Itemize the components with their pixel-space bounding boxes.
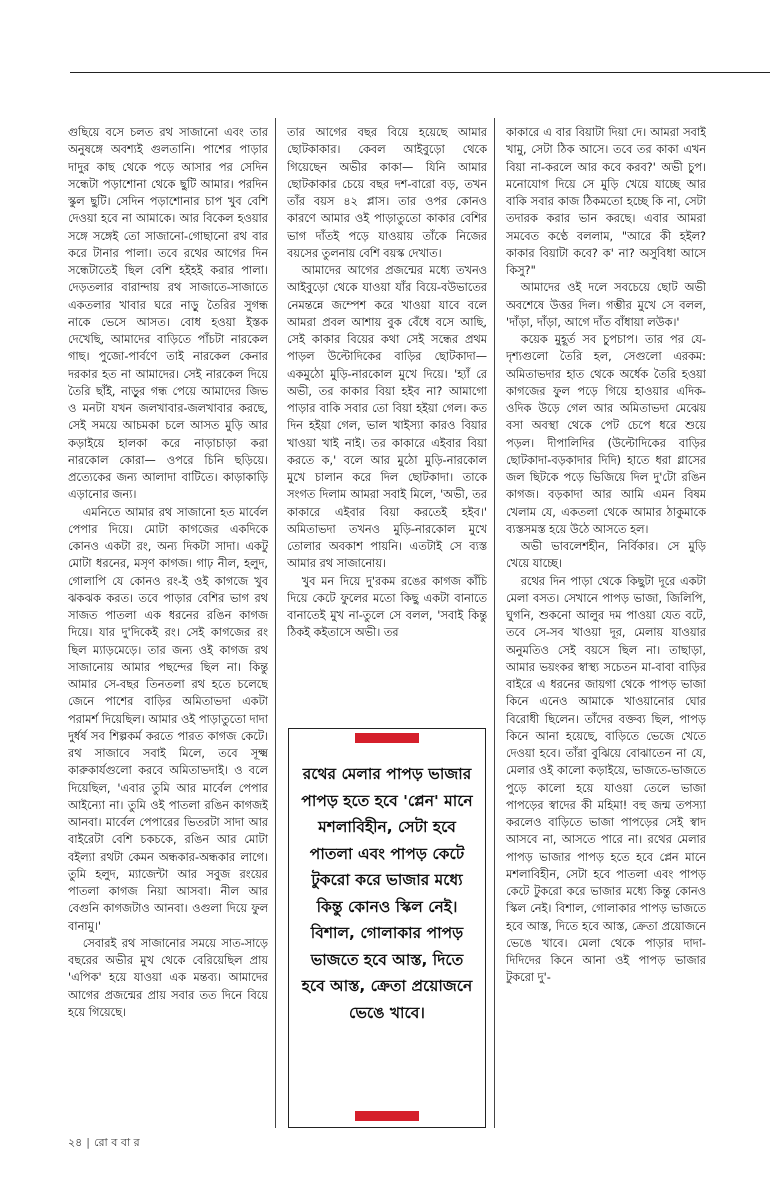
paragraph: রথের দিন পাড়া থেকে কিছুটা দূরে একটা মেলা বসত। সেখানে পাপড় ভাজা, জিলিপি, ঘুগনি, শুকনো আলুর দম পাওয়া যেত বটে, তবে সে-সব খাওয়া দূর, মেলায় যাওয়ার অনুমতিও সেই বয়সে ছিল না। তাছাড়া, আমার ভয়ংকর স্বাস্থ্য সচেতন মা-বাবা বাড়ির বাইরে এ ধরনের জায়গা থেকে পাপড় ভাজা কিনে এনেও আমাকে খাওয়ানোর ঘোর বিরোধী ছিলেন। তাঁদের বক্তব্য ছিল, পাপড় কিনে আনা হয়েছে, বাড়িতে ভেজে খেতে দেওয়া হবে। তাঁরা বুঝিয়ে বোঝাতেন না যে, মেলার ওই কালো কড়াইয়ে, ভাজতে-ভাজতে পুড়ে কালো হয়ে যাওয়া তেলে ভাজা পাপড়ের স্বাদের কী মহিমা! বহু জন্ম তপস্যা করলেও বাড়িতে ভাজা পাপড়ের সেই স্বাদ আসবে না, আসতে পারে না। রথের মেলার পাপড় ভাজার পাপড় হতে হবে প্লেন মানে মশলাবিহীন, সেটা হবে পাতলা এবং পাপড় কেটে টুকরো করে ভাজার মধ্যে কিন্তু কোনও স্কিল নেই। বিশাল, গোলাকার পাপড় ভাজতে হবে আস্ত, দিতে হবে আস্ত, ক্রেতা প্রয়োজনে ভেঙে খাবে। মেলা থেকে পাড়ার দাদা-দিদিদের কিনে আনা ওই পাপড় ভাজার টুকরো দু'- <box>506 574 706 985</box>
pull-quote-bottom-bar <box>355 1111 419 1121</box>
paragraph: কাকারে এ বার বিয়াটা দিয়া দে। আমরা সবাই খামু, সেটা ঠিক আসে। তবে তর কাকা এখন বিয়া না-করলে আর কবে করব?' অভী চুপ। মনোযোগ দিয়ে সে মুড়ি খেয়ে যাচ্ছে আর বাকি সবার কাজ ঠিকমতো হচ্ছে কি না, সেটা তদারক করার ভান করছে। এবার আমরা সমবেত কণ্ঠে বললাম, "আরে কী হইল? কাকার বিয়াটা কবে? ক' না? অসুবিধা আসে কিসু?" <box>506 126 706 277</box>
article-column-2 <box>287 124 487 714</box>
magazine-name: রো ব বা র <box>94 1136 140 1149</box>
page-footer <box>68 1134 140 1153</box>
header-rule <box>70 72 770 73</box>
column-divider-2 <box>494 118 495 1128</box>
pull-quote-top-bar <box>355 733 419 743</box>
footer-separator: | <box>86 1136 91 1149</box>
paragraph: কয়েক মুহূর্ত সব চুপচাপ। তার পর যে-দৃশ্যগুলো তৈরি হল, সেগুলো এরকম: অমিতাভদার হাত থেকে অর্ধেক তৈরি হওয়া কাগজের ফুল পড়ে গিয়ে হাওয়ার এদিক-ওদিক উড়ে গেল আর অমিতাভদা মেঝেয় বসা অবস্থা থেকে পেট চেপে ধরে শুয়ে পড়ল। দীপালিদির (উল্টোদিকের বাড়ির ছোটকাদা-বড়কাদার দিদি) হাতে ধরা গ্লাসের জল ছিটকে পড়ে ভিজিয়ে দিল দু'টো রঙিন কাগজ। বড়কাদা আর আমি এমন বিষম খেলাম যে, একতলা থেকে আমার ঠাকুমাকে ব্যস্তসমস্ত হয়ে উঠে আসতে হল। <box>506 333 706 536</box>
page-number: ২৪ <box>68 1136 83 1149</box>
pull-quote-box <box>288 728 486 1128</box>
paragraph: এমনিতে আমার রথ সাজানো হত মার্বেল পেপার দিয়ে। মোটা কাগজের একদিকে কোনও একটা রং, অন্য দিকটা সাদা। একটু মোটা ধরনের, মসৃণ কাগজ। গাঢ় নীল, হলুদ, গোলাপি যে কোনও রং-ই ওই কাগজে খুব ঝকঝক করত। তবে পাড়ার বেশির ভাগ রথ সাজত পাতলা এক ধরনের রঙিন কাগজ দিয়ে। যার দু'দিকেই রং। সেই কাগজের রং ছিল ম্যাড়মেড়ে। তার জন্য ওই কাগজ রথ সাজানোয় আমার পছন্দের ছিল না। কিন্তু আমার সে-বছর তিনতলা রথ হতে চলেছে জেনে পাশের বাড়ির অমিতাভদা একটা পরামর্শ দিয়েছিল। আমার ওই পাড়াতুতো দাদা দুর্ধর্ষ সব শিল্পকর্ম করতে পারত কাগজ কেটে। রথ সাজাবে সবাই মিলে, তবে সূক্ষ্ম কারুকার্যগুলো করবে অমিতাভদাই। ও বলে দিয়েছিল, 'এবার তুমি আর মার্বেল পেপার আইন্যো না। তুমি ওই পাতলা রঙিন কাগজই আনবা। মার্বেল পেপারের ভিতরটা সাদা আর বাইরেটা বেশি চকচকে, রঙিন আর মোটা বইল্যা রথটা কেমন অন্ধকার-অন্ধকার লাগে। তুমি হলুদ, ম্যাজেন্টা আর সবুজ রংয়ের পাতলা কাগজ নিয়া আসবা। নীল আর বেগুনি কাগজটাও আনবা। ওগুলা দিয়ে ফুল বানামু।' <box>68 505 268 933</box>
paragraph: আমাদের ওই দলে সবচেয়ে ছোট অভী অবশেষে উত্তর দিল। গম্ভীর মুখে সে বলল, 'দাঁড়া, দাঁড়া, আগে দাঁত বাঁধায়া লউক।' <box>506 281 706 329</box>
paragraph: খুব মন দিয়ে দু'রকম রঙের কাগজ কাঁচি দিয়ে কেটে ফুলের মতো কিছু একটা বানাতে বানাতেই মুখ না-তুলে সে বলল, 'সবাই কিন্তু ঠিকই কইতাসে অভী। তর <box>287 574 487 640</box>
paragraph: অভী ভাবলেশহীন, নির্বিকার। সে মুড়ি খেয়ে যাচ্ছে। <box>506 540 706 571</box>
pull-quote-text: রথের মেলার পাপড় ভাজার পাপড় হতে হবে 'প্লেন' মানে মশলাবিহীন, সেটা হবে পাতলা এবং পাপড় কেটে টুকরো করে ভাজার মধ্যে কিন্তু কোনও স্কিল নেই। বিশাল, গোলাকার পাপড় ভাজতে হবে আস্ত, দিতে হবে আস্ত, ক্রেতা প্রয়োজনে ভেঙে খাবে। <box>301 765 473 1022</box>
paragraph: তার আগের বছর বিয়ে হয়েছে আমার ছোটকাকার। কেবল আইবুড়ো থেকে গিয়েছেন অভীর কাকা— যিনি আমার ছোটকাকার চেয়ে বছর দশ-বারো বড়, তখন তাঁর বয়স ৪২ প্লাস। তার ওপর কোনও কারণে আমার ওই পাড়াতুতো কাকার বেশির ভাগ দাঁতই পড়ে যাওয়ায় তাঁকে নিজের বয়সের তুলনায় বেশি বয়স্ক দেখাত। <box>287 126 487 260</box>
paragraph: আমাদের আগের প্রজন্মের মধ্যে তখনও আইবুড়ো থেকে যাওয়া যাঁর বিয়ে-বউভাতের নেমন্তন্নে জম্পেশ করে খাওয়া যাবে বলে আমরা প্রবল আশায় বুক বেঁধে বসে আছি, সেই কাকার বিয়ের কথা সেই সন্ধের প্রথম পাড়ল উল্টোদিকের বাড়ির ছোটকাদা— একমুঠো মুড়ি-নারকোল মুখে দিয়ে। 'হ্যাঁ রে অভী, তর কাকার বিয়া হইব না? আমাগো পাড়ার বাকি সবার তো বিয়া হইয়া গেল। কত দিন হইয়া গেল, ভাল খাইস্যা কারও বিয়ার খাওয়া খাই নাই। তর কাকারে এইবার বিয়া করতে ক,' বলে আর মুঠো মুড়ি-নারকোল মুখে চালান করে দিল ছোটকাদা। তাকে সংগত দিলাম আমরা সবাই মিলে, 'অভী, তর কাকারে এইবার বিয়া করতেই হইব।' অমিতাভদা তখনও মুড়ি-নারকোল মুখে তোলার অবকাশ পায়নি। এতটাই সে ব্যস্ত আমার রথ সাজানোয়। <box>287 264 487 571</box>
paragraph: সেবারই রথ সাজানোর সময়ে সাত-সাড়ে বছরের অভীর মুখ থেকে বেরিয়েছিল প্রায় 'এপিক' হয়ে যাওয়া এক মন্তব্য। আমাদের আগের প্রজন্মের প্রায় সবার তত দিনে বিয়ে হয়ে গিয়েছে। <box>68 936 268 1019</box>
article-column-1 <box>68 124 268 1134</box>
paragraph: গুছিয়ে বসে চলত রথ সাজানো এবং তার অনুষঙ্গে অবশ্যই গুলতানি। পাশের পাড়ার দাদুর কাছ থেকে পড়ে আসার পর সেদিন সন্ধেটা পড়াশোনা থেকে ছুটি আমার। পরদিন স্কুল ছুটি। সেদিন পড়াশোনার চাপ খুব বেশি দেওয়া হবে না আমাকে। আর বিকেল হওয়ার সঙ্গে সঙ্গেই তো সাজানো-গোছানো রথ বার করে টানার পালা। তবে রথের আগের দিন সন্ধেটাতেই ছিল বেশি হইহই করার পালা। দেড়তলার বারান্দায় রথ সাজাতে-সাজাতে একতলার খাবার ঘরে নাড়ু তৈরির সুগন্ধ নাকে ভেসে আসত। বোধ হওয়া ইস্তক দেখেছি, আমাদের বাড়িতে পাঁচটা নারকেল গাছ। পুজো-পার্বণে তাই নারকেল কেনার দরকার হত না আমাদের। সেই নারকেল দিয়ে তৈরি ছাঁই, নাড়ুর গন্ধ পেয়ে আমাদের জিভ ও মনটা যখন জলখাবার-জলখাবার করছে, সেই সময়ে আচমকা চলে আসত মুড়ি আর কড়াইয়ে হালকা করে নাড়াচাড়া করা নারকোল কোরা— ওপরে চিনি ছড়িয়ে। প্রত্যেকের জন্য আলাদা বাটিতে। কাড়াকাড়ি এড়ানোর জন্য। <box>68 126 268 502</box>
article-column-3 <box>506 124 706 1134</box>
column-divider-1 <box>275 118 276 1128</box>
